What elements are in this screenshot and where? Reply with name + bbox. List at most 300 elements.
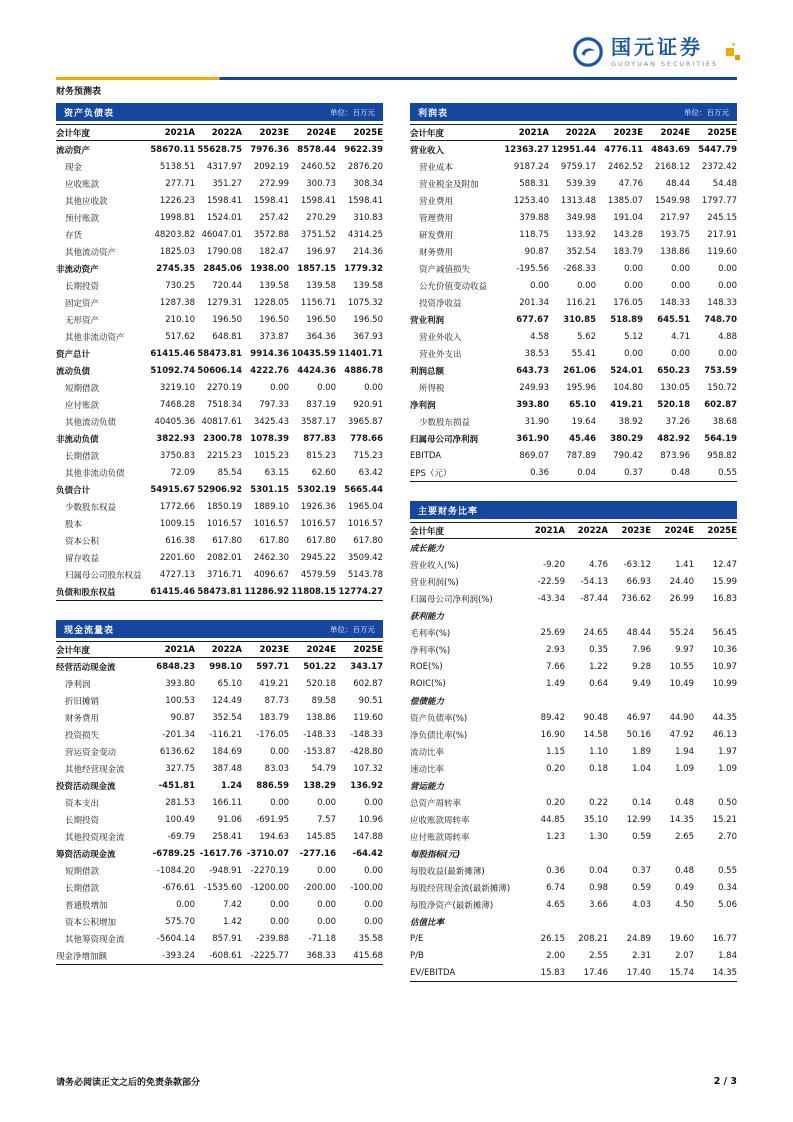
table-row xyxy=(56,879,383,896)
cell-value: 133.92 xyxy=(566,229,596,240)
cell-value: 0.00 xyxy=(317,916,336,927)
cell-value: 2.07 xyxy=(675,950,694,961)
cell-value: 343.17 xyxy=(350,661,383,672)
row-label: 营业收入(%) xyxy=(410,560,459,571)
cell-value: 10.36 xyxy=(712,644,737,655)
table-row xyxy=(410,675,737,692)
cell-value: 0.55 xyxy=(718,865,737,876)
cell-value: 17.46 xyxy=(583,967,608,978)
cell-value: 0.20 xyxy=(546,797,565,808)
row-label: 每股净资产(最新摊薄) xyxy=(410,900,494,911)
row-label: 其他经营现金流 xyxy=(65,764,125,775)
cell-value: 25.69 xyxy=(540,627,565,638)
table-row xyxy=(56,243,383,260)
table-row xyxy=(56,413,383,430)
row-label: 少数股东权益 xyxy=(65,502,117,513)
table-title: 利润表 xyxy=(418,108,449,119)
cell-value: 0.04 xyxy=(577,467,596,478)
table-row xyxy=(56,430,383,447)
cell-value: 12774.27 xyxy=(338,586,383,597)
section-label: 财务预测表 xyxy=(56,87,102,97)
cell-value: 1857.15 xyxy=(297,263,336,274)
cell-value: 40405.36 xyxy=(154,416,195,427)
cell-value: 958.82 xyxy=(707,450,737,461)
cell-value: -676.61 xyxy=(162,882,195,893)
table-title-bar xyxy=(56,620,383,638)
cell-value: 1.09 xyxy=(675,763,694,774)
cell-value: 753.59 xyxy=(704,365,737,376)
cell-value: 1078.39 xyxy=(250,433,289,444)
cell-value: 6.74 xyxy=(546,882,565,893)
table-unit-label: 单位：百万元 xyxy=(684,107,729,117)
table-unit-label: 单位：百万元 xyxy=(330,624,375,634)
cell-value: 217.97 xyxy=(660,212,690,223)
row-label: 其他应收款 xyxy=(65,196,108,207)
cell-value: 15.99 xyxy=(712,576,737,587)
table-header-row xyxy=(56,641,383,658)
cell-value: 40817.61 xyxy=(201,416,242,427)
row-label: 长期借款 xyxy=(65,451,100,462)
cell-value: 11286.92 xyxy=(244,586,289,597)
cell-value: 90.87 xyxy=(170,712,195,723)
cell-value: 52906.92 xyxy=(197,484,242,495)
table-row xyxy=(410,539,737,556)
cell-value: 0.18 xyxy=(589,763,608,774)
cell-value: 0.00 xyxy=(317,899,336,910)
table-row xyxy=(410,294,737,311)
table-row xyxy=(56,845,383,862)
table-row xyxy=(410,447,737,464)
row-label: 归属母公司股东权益 xyxy=(65,570,142,581)
cell-value: 2270.19 xyxy=(206,382,242,393)
row-label: 营业外收入 xyxy=(419,332,462,343)
cell-value: 183.79 xyxy=(259,712,289,723)
cell-value: 748.70 xyxy=(704,314,737,325)
cell-value: 367.93 xyxy=(353,331,383,342)
table-title: 现金流量表 xyxy=(64,625,115,636)
cell-value: 349.98 xyxy=(566,212,596,223)
cell-value: 2.55 xyxy=(589,950,608,961)
cell-value: 0.00 xyxy=(270,746,289,757)
cell-value: 2215.23 xyxy=(206,450,242,461)
row-label: 应收账款周转率 xyxy=(410,815,470,826)
column-header: 2024E xyxy=(664,525,694,536)
row-label: 研发费用 xyxy=(419,230,454,241)
cell-value: 5.62 xyxy=(577,331,596,342)
table-row xyxy=(56,794,383,811)
cell-value: 1.84 xyxy=(718,950,737,961)
table-row xyxy=(410,396,737,413)
cell-value: 9187.24 xyxy=(513,161,549,172)
cell-value: 12.99 xyxy=(626,814,651,825)
cell-value: 998.10 xyxy=(209,661,242,672)
column-header: 2021A xyxy=(164,127,195,138)
cell-value: 3750.83 xyxy=(159,450,195,461)
cell-value: 4.76 xyxy=(589,559,608,570)
cell-value: 85.54 xyxy=(217,467,242,478)
cell-value: 419.21 xyxy=(259,678,289,689)
table-row xyxy=(410,879,737,896)
cell-value: -3710.07 xyxy=(246,848,289,859)
table-row xyxy=(56,583,383,600)
row-label: ROIC(%) xyxy=(410,678,446,689)
column-header: 2021A xyxy=(518,127,549,138)
cell-value: 124.49 xyxy=(212,695,242,706)
cell-value: 9759.17 xyxy=(560,161,596,172)
cell-value: 0.00 xyxy=(624,263,643,274)
cell-value: -87.44 xyxy=(580,593,608,604)
cell-value: 148.33 xyxy=(707,297,737,308)
row-label: 投资净收益 xyxy=(419,298,462,309)
row-label: 应付账款周转率 xyxy=(410,832,470,843)
row-label: 股本 xyxy=(65,519,83,530)
cell-value: 815.23 xyxy=(306,450,336,461)
cell-value: 3.66 xyxy=(589,899,608,910)
table-row xyxy=(410,760,737,777)
table-row xyxy=(410,556,737,573)
cell-value: 2168.12 xyxy=(654,161,690,172)
cell-value: 0.00 xyxy=(317,865,336,876)
cell-value: 1009.15 xyxy=(159,518,195,529)
table-row xyxy=(410,209,737,226)
cell-value: 352.54 xyxy=(566,246,596,257)
cell-value: 0.55 xyxy=(718,467,737,478)
cell-value: 150.72 xyxy=(707,382,737,393)
column-header: 2023E xyxy=(259,644,289,655)
cell-value: 1.15 xyxy=(546,746,565,757)
cell-value: 4727.13 xyxy=(159,569,195,580)
table-row xyxy=(410,243,737,260)
cell-value: 310.83 xyxy=(353,212,383,223)
cell-value: 520.18 xyxy=(306,678,336,689)
cell-value: 65.10 xyxy=(217,678,242,689)
table-title: 资产负债表 xyxy=(64,108,115,119)
cell-value: 66.93 xyxy=(626,576,651,587)
cell-value: 14.58 xyxy=(583,729,608,740)
cell-value: 55.41 xyxy=(571,348,596,359)
cell-value: 249.93 xyxy=(519,382,549,393)
row-label: 净利率(%) xyxy=(410,645,451,656)
cell-value: 48.44 xyxy=(626,627,651,638)
cell-value: 51092.74 xyxy=(150,365,195,376)
table-row xyxy=(56,294,383,311)
cell-value: 4317.97 xyxy=(206,161,242,172)
cell-value: 877.83 xyxy=(303,433,336,444)
cash-flow-table xyxy=(56,620,383,965)
cell-value: -43.34 xyxy=(537,593,565,604)
cell-value: 3965.87 xyxy=(347,416,383,427)
table-row xyxy=(56,947,383,964)
cell-value: 524.01 xyxy=(610,365,643,376)
cell-value: 182.47 xyxy=(259,246,289,257)
cell-value: 47.92 xyxy=(669,729,694,740)
table-body xyxy=(56,141,383,601)
cell-value: 0.59 xyxy=(632,831,651,842)
cell-value: 0.48 xyxy=(675,797,694,808)
row-label: P/E xyxy=(410,933,424,944)
row-label: 净利润 xyxy=(410,400,436,411)
brand-logo-icon xyxy=(572,36,604,68)
cell-value: 10.99 xyxy=(712,678,737,689)
row-label: 流动负债 xyxy=(56,366,91,377)
table-body xyxy=(410,141,737,482)
cell-value: 4.71 xyxy=(671,331,690,342)
row-label: 成长能力 xyxy=(410,543,445,554)
cell-value: 7.57 xyxy=(317,814,336,825)
cell-value: 11808.15 xyxy=(291,586,336,597)
cell-value: 0.34 xyxy=(718,882,737,893)
row-label: 折旧摊销 xyxy=(65,696,100,707)
cell-value: 118.75 xyxy=(519,229,549,240)
row-label: 非流动资产 xyxy=(56,264,99,275)
cell-value: 9622.39 xyxy=(344,144,383,155)
cell-value: 0.00 xyxy=(364,865,383,876)
cell-value: 3219.10 xyxy=(159,382,195,393)
table-row xyxy=(410,947,737,964)
cell-value: 9.97 xyxy=(675,644,694,655)
cell-value: 48.44 xyxy=(665,178,690,189)
cell-value: -195.56 xyxy=(516,263,549,274)
cell-value: 11401.71 xyxy=(338,348,383,359)
table-row xyxy=(56,481,383,498)
cell-value: 10.96 xyxy=(358,814,383,825)
cell-value: 50.16 xyxy=(626,729,651,740)
cell-value: 3716.71 xyxy=(206,569,242,580)
row-label: 营业外支出 xyxy=(419,349,462,360)
cell-value: 4.03 xyxy=(632,899,651,910)
cell-value: 393.80 xyxy=(516,399,549,410)
cell-value: 14.35 xyxy=(712,967,737,978)
cell-value: 0.00 xyxy=(364,916,383,927)
cell-value: 38.53 xyxy=(524,348,549,359)
table-row xyxy=(410,379,737,396)
cell-value: 4.88 xyxy=(718,331,737,342)
disclaimer-text: 请务必阅读正文之后的免责条款部分 xyxy=(56,1078,201,1088)
table-row xyxy=(56,913,383,930)
cell-value: 9914.36 xyxy=(250,348,289,359)
cell-value: 539.39 xyxy=(566,178,596,189)
cell-value: 7468.28 xyxy=(159,399,195,410)
cell-value: 1.97 xyxy=(718,746,737,757)
cell-value: 0.04 xyxy=(589,865,608,876)
row-label: 营运资金变动 xyxy=(65,747,117,758)
cell-value: 308.34 xyxy=(353,178,383,189)
cell-value: 24.65 xyxy=(583,627,608,638)
cell-value: 191.04 xyxy=(613,212,643,223)
cell-value: -1200.00 xyxy=(250,882,289,893)
cell-value: -2225.77 xyxy=(250,950,289,961)
row-label: 负债和股东权益 xyxy=(56,587,116,598)
cell-value: -2270.19 xyxy=(250,865,289,876)
cell-value: 1287.38 xyxy=(159,297,195,308)
cell-value: 1998.81 xyxy=(159,212,195,223)
cell-value: 2460.52 xyxy=(300,161,336,172)
table-row xyxy=(56,896,383,913)
cell-value: -948.91 xyxy=(209,865,242,876)
cell-value: 58473.81 xyxy=(197,348,242,359)
row-label: 长期投资 xyxy=(65,281,100,292)
row-label: 普通股增加 xyxy=(65,900,108,911)
row-label: 应收账款 xyxy=(65,179,100,190)
table-title-bar xyxy=(410,501,737,519)
table-row xyxy=(410,226,737,243)
table-row xyxy=(56,175,383,192)
brand-text xyxy=(611,34,718,68)
cell-value: 4096.67 xyxy=(253,569,289,580)
cell-value: 0.00 xyxy=(718,263,737,274)
row-label: 毛利率(%) xyxy=(410,628,451,639)
table-row xyxy=(56,675,383,692)
table-row xyxy=(56,777,383,794)
cell-value: 352.54 xyxy=(212,712,242,723)
table-row xyxy=(410,828,737,845)
cell-value: 645.51 xyxy=(657,314,690,325)
row-label: P/B xyxy=(410,950,424,961)
cell-value: 597.71 xyxy=(256,661,289,672)
row-label: EPS（元） xyxy=(410,468,452,479)
cell-value: 35.58 xyxy=(358,933,383,944)
cell-value: 0.00 xyxy=(270,899,289,910)
row-label: ROE(%) xyxy=(410,661,443,672)
cell-value: 1.24 xyxy=(221,780,242,791)
row-label: 其他筹资现金流 xyxy=(65,934,125,945)
cell-value: 44.85 xyxy=(540,814,565,825)
table-row xyxy=(410,311,737,328)
brand-logo xyxy=(572,36,743,68)
cell-value: 46.13 xyxy=(712,729,737,740)
cell-value: 5665.44 xyxy=(344,484,383,495)
cell-value: 0.00 xyxy=(364,899,383,910)
cell-value: 5.06 xyxy=(718,899,737,910)
cell-value: 361.90 xyxy=(516,433,549,444)
table-row xyxy=(56,141,383,158)
cell-value: 147.88 xyxy=(353,831,383,842)
row-label: EV/EBITDA xyxy=(410,967,456,978)
cell-value: 195.96 xyxy=(566,382,596,393)
column-header: 会计年度 xyxy=(56,645,91,656)
cell-value: 1598.41 xyxy=(206,195,242,206)
cell-value: 89.58 xyxy=(311,695,336,706)
cell-value: 310.85 xyxy=(563,314,596,325)
cell-value: 16.83 xyxy=(712,593,737,604)
cell-value: -1535.60 xyxy=(203,882,242,893)
table-header-row xyxy=(410,522,737,539)
cell-value: 1.09 xyxy=(718,763,737,774)
cell-value: 61415.46 xyxy=(150,586,195,597)
cell-value: 138.86 xyxy=(306,712,336,723)
cell-value: 648.81 xyxy=(212,331,242,342)
cell-value: 183.79 xyxy=(613,246,643,257)
cell-value: 1598.41 xyxy=(347,195,383,206)
row-label: 获利能力 xyxy=(410,611,445,622)
cell-value: 1.04 xyxy=(632,763,651,774)
cell-value: 193.75 xyxy=(660,229,690,240)
cell-value: 196.50 xyxy=(353,314,383,325)
row-label: 营业利润 xyxy=(410,315,445,326)
cell-value: 26.99 xyxy=(669,593,694,604)
cell-value: 119.60 xyxy=(353,712,383,723)
cell-value: 58670.11 xyxy=(150,144,195,155)
cell-value: 3509.42 xyxy=(347,552,383,563)
cell-value: 257.42 xyxy=(259,212,289,223)
cell-value: 588.31 xyxy=(519,178,549,189)
tables-area xyxy=(56,103,737,1001)
cell-value: 54.48 xyxy=(712,178,737,189)
cell-value: 56.45 xyxy=(712,627,737,638)
table-row xyxy=(56,226,383,243)
table-unit-label: 单位：百万元 xyxy=(330,107,375,117)
cell-value: 419.21 xyxy=(610,399,643,410)
table-row xyxy=(410,362,737,379)
cell-value: 10.97 xyxy=(712,661,737,672)
cell-value: 1228.05 xyxy=(253,297,289,308)
cell-value: 1.10 xyxy=(589,746,608,757)
table-row xyxy=(410,709,737,726)
row-label: 营业收入 xyxy=(410,145,445,156)
cell-value: 1.49 xyxy=(546,678,565,689)
row-label: 净利润 xyxy=(65,679,91,690)
table-row xyxy=(410,862,737,879)
cell-value: 616.38 xyxy=(165,535,195,546)
cell-value: 0.36 xyxy=(530,467,549,478)
column-header: 会计年度 xyxy=(410,128,445,139)
column-header: 2022A xyxy=(211,644,242,655)
table-row xyxy=(410,658,737,675)
cell-value: 10435.59 xyxy=(291,348,336,359)
cell-value: 38.92 xyxy=(618,416,643,427)
cell-value: 4579.59 xyxy=(300,569,336,580)
cell-value: 380.29 xyxy=(610,433,643,444)
cell-value: 61415.46 xyxy=(150,348,195,359)
cell-value: 0.48 xyxy=(675,865,694,876)
row-label: 其他流动负债 xyxy=(65,417,117,428)
cell-value: 19.60 xyxy=(669,933,694,944)
table-body xyxy=(410,539,737,982)
table-row xyxy=(56,498,383,515)
cell-value: 1549.98 xyxy=(654,195,690,206)
cell-value: 520.18 xyxy=(657,399,690,410)
cell-value: 602.87 xyxy=(353,678,383,689)
cell-value: 1156.71 xyxy=(300,297,336,308)
cell-value: 778.66 xyxy=(350,433,383,444)
table-row xyxy=(410,345,737,362)
cell-value: 1016.57 xyxy=(300,518,336,529)
cell-value: 0.00 xyxy=(270,797,289,808)
row-label: 营业费用 xyxy=(419,196,454,207)
cell-value: 797.33 xyxy=(259,399,289,410)
row-label: 管理费用 xyxy=(419,213,454,224)
cell-value: 0.98 xyxy=(589,882,608,893)
table-row xyxy=(56,692,383,709)
cell-value: 35.10 xyxy=(583,814,608,825)
balance-sheet-table xyxy=(56,103,383,601)
table-row xyxy=(56,828,383,845)
cell-value: -100.00 xyxy=(350,882,383,893)
cell-value: 194.63 xyxy=(259,831,289,842)
column-header: 2021A xyxy=(534,525,565,536)
cell-value: 3425.43 xyxy=(253,416,289,427)
cell-value: 1016.57 xyxy=(206,518,242,529)
table-row xyxy=(56,192,383,209)
cell-value: 63.42 xyxy=(358,467,383,478)
cell-value: -63.12 xyxy=(623,559,651,570)
cell-value: 0.22 xyxy=(589,797,608,808)
cell-value: 148.33 xyxy=(660,297,690,308)
column-header: 2023E xyxy=(259,127,289,138)
cell-value: -116.21 xyxy=(209,729,242,740)
cell-value: 46.97 xyxy=(626,712,651,723)
row-label: 其他非流动资产 xyxy=(65,332,125,343)
